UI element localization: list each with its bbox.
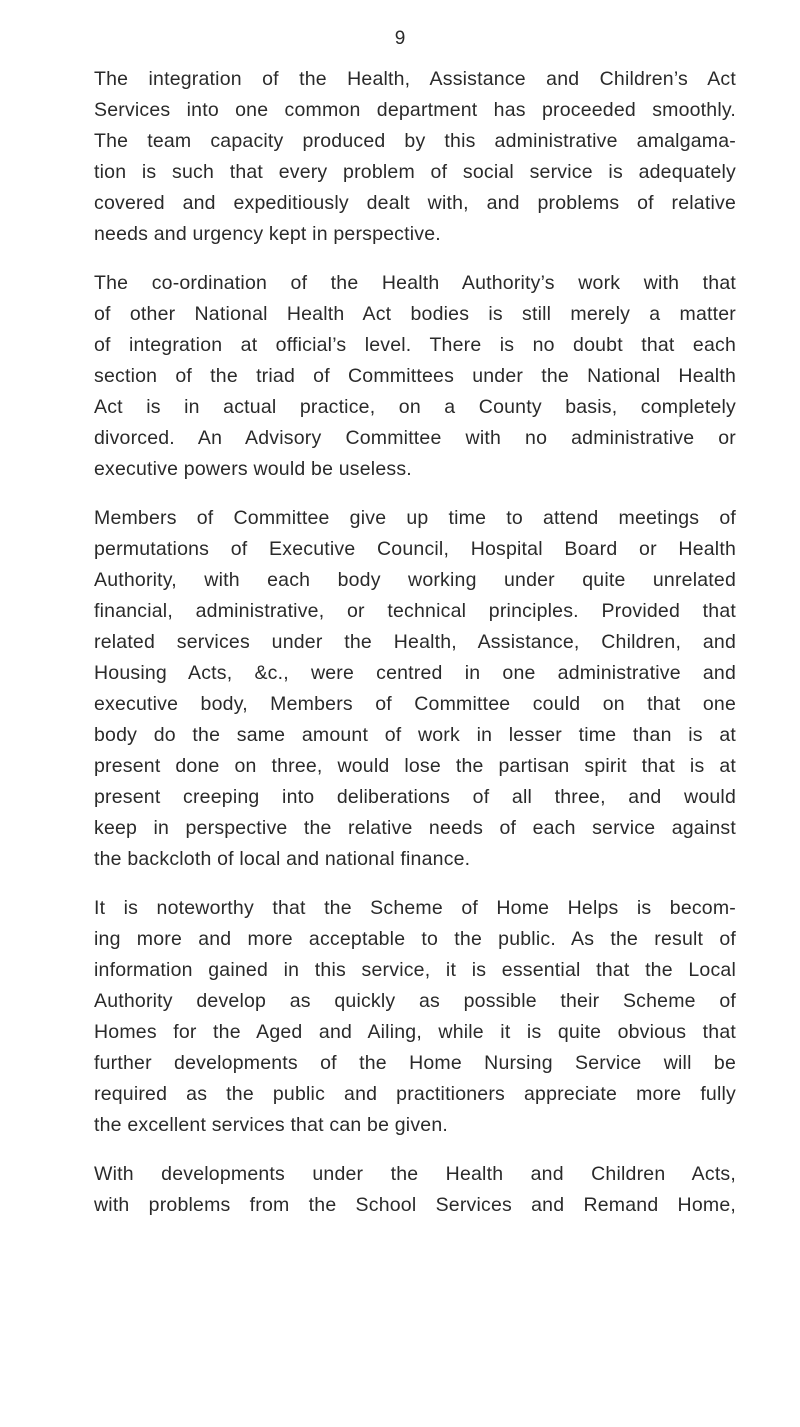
text-line: of other National Health Act bodies is still merely a matter <box>94 303 736 325</box>
text-line: The team capacity produced by this administrative amalgama- <box>94 130 736 152</box>
text-line: executive body, Members of Committee could on that one <box>94 693 736 715</box>
text-line: further developments of the Home Nursing Service will be <box>94 1052 736 1074</box>
text-line: needs and urgency kept in perspective. <box>94 223 441 245</box>
text-line: covered and expeditiously dealt with, and problems of relative <box>94 192 736 214</box>
text-line: present done on three, would lose the partisan spirit that is at <box>94 755 736 777</box>
text-line: tion is such that every problem of social service is adequately <box>94 161 736 183</box>
text-line: present creeping into deliberations of all three, and would <box>94 786 736 808</box>
text-line: The co-ordination of the Health Authority’s work with that <box>94 272 736 294</box>
text-line: the backcloth of local and national finance. <box>94 848 471 870</box>
text-line: Act is in actual practice, on a County basis, completely <box>94 396 736 418</box>
text-line: body do the same amount of work in lesser time than is at <box>94 724 736 746</box>
text-line: required as the public and practitioners appreciate more fully <box>94 1083 736 1105</box>
text-line: of integration at official’s level. There is no doubt that each <box>94 334 736 356</box>
paragraph <box>94 503 736 875</box>
text-line: Authority, with each body working under quite unrelated <box>94 569 736 591</box>
text-line: executive powers would be useless. <box>94 458 412 480</box>
text-line: keep in perspective the relative needs of each service against <box>94 817 736 839</box>
text-line: information gained in this service, it is essential that the Local <box>94 959 736 981</box>
text-line: the excellent services that can be given. <box>94 1114 448 1136</box>
paragraph <box>94 64 736 250</box>
text-line: Authority develop as quickly as possible their Scheme of <box>94 990 736 1012</box>
paragraph <box>94 268 736 485</box>
text-line: With developments under the Health and Children Acts, <box>94 1163 736 1185</box>
text-line: Homes for the Aged and Ailing, while it is quite obvious that <box>94 1021 736 1043</box>
document-body <box>94 64 736 1239</box>
text-line: with problems from the School Services and Remand Home, <box>94 1194 736 1216</box>
text-line: permutations of Executive Council, Hospital Board or Health <box>94 538 736 560</box>
text-line: related services under the Health, Assistance, Children, and <box>94 631 736 653</box>
paragraph <box>94 1159 736 1221</box>
paragraph <box>94 893 736 1141</box>
text-line: The integration of the Health, Assistance and Children’s Act <box>94 68 736 90</box>
text-line: divorced. An Advisory Committee with no administrative or <box>94 427 736 449</box>
text-line: Housing Acts, &c., were centred in one administrative and <box>94 662 736 684</box>
text-line: It is noteworthy that the Scheme of Home Helps is becom- <box>94 897 736 919</box>
text-line: section of the triad of Committees under the National Health <box>94 365 736 387</box>
text-line: ing more and more acceptable to the public. As the result of <box>94 928 736 950</box>
text-line: Members of Committee give up time to attend meetings of <box>94 507 736 529</box>
text-line: Services into one common department has proceeded smoothly. <box>94 99 736 121</box>
page-number: 9 <box>394 28 406 49</box>
text-line: financial, administrative, or technical principles. Provided that <box>94 600 736 622</box>
